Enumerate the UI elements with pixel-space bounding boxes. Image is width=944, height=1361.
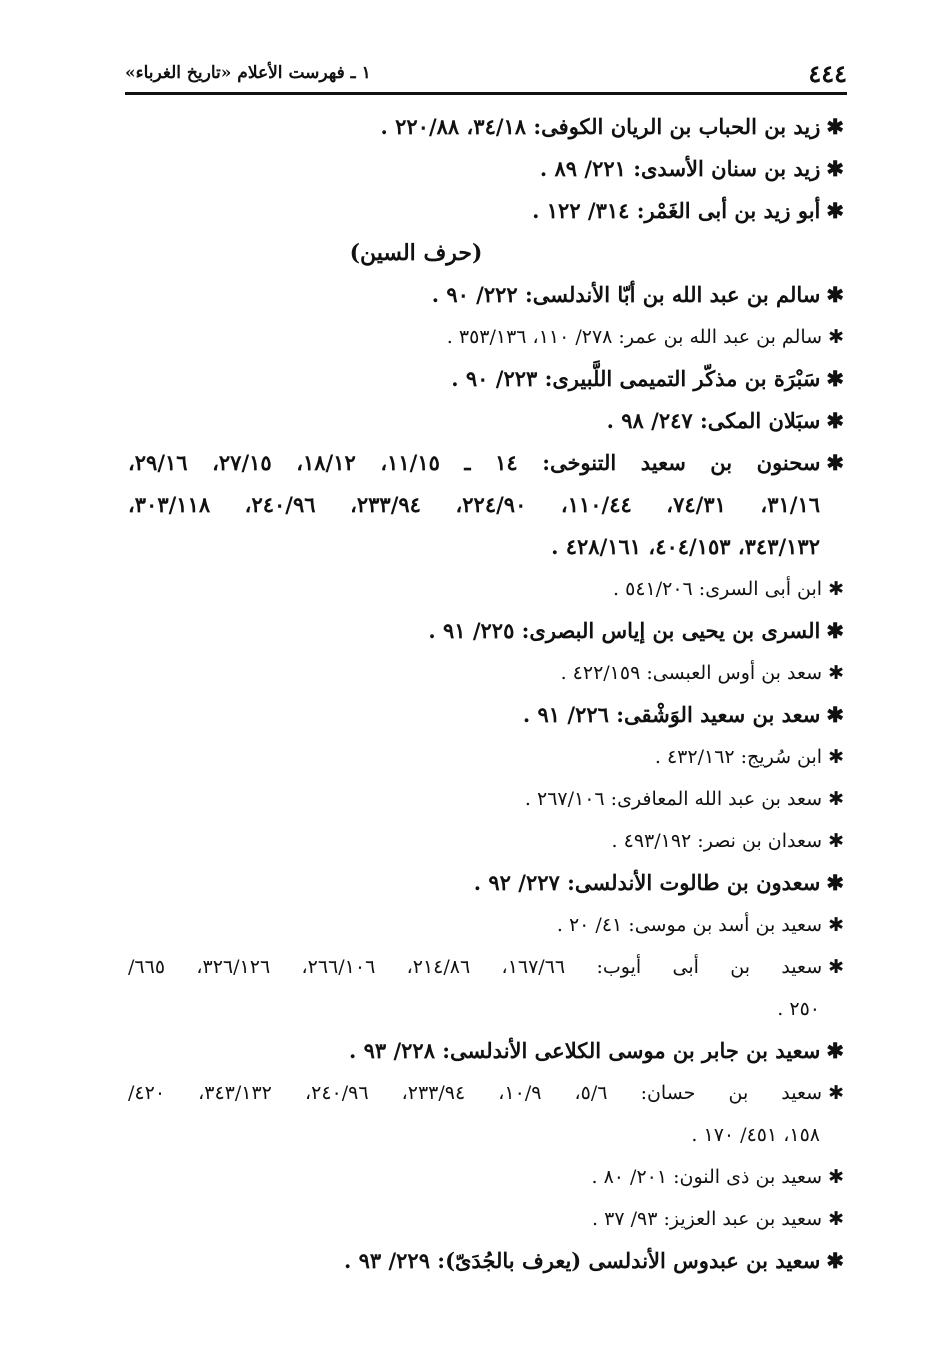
- section-heading: [128, 232, 844, 274]
- entry-text: سالم بن عبد الله بن أبّا الأندلسى: ٢٢٢/ ٩٠ .: [431, 282, 821, 307]
- asterisk-bullet-icon: ✱: [828, 1082, 845, 1104]
- asterisk-bullet-icon: ✱: [826, 702, 844, 727]
- index-entry: [128, 106, 844, 148]
- index-entry: [128, 274, 844, 316]
- entry-text: سعدون بن طالوت الأندلسى: ٢٢٧/ ٩٢ .: [473, 870, 821, 895]
- entry-text: سعيد بن ذى النون: ٢٠١/ ٨٠ .: [591, 1166, 823, 1188]
- entry-text: سعيد بن جابر بن موسى الكلاعى الأندلسى: ٢٢٨/ ٩٣ .: [348, 1038, 821, 1063]
- entry-text: سحنون بن سعيد التنوخى: ١٤ ـ ١١/١٥، ١٨/١٢، ٢٧/١٥، ٢٩/١٦،: [128, 450, 821, 475]
- index-entry: [128, 736, 844, 778]
- asterisk-bullet-icon: ✱: [826, 114, 844, 139]
- entry-text: سعيد بن عبد العزيز: ٩٣/ ٣٧ .: [592, 1208, 823, 1230]
- entry-text: ٣٤٣/١٣٢، ٤٠٤/١٥٣، ٤٢٨/١٦١ .: [551, 534, 820, 559]
- index-entry: [128, 946, 844, 988]
- asterisk-bullet-icon: ✱: [828, 326, 844, 348]
- index-entry: [128, 1240, 844, 1282]
- entry-continuation: [128, 484, 844, 526]
- page-header: [125, 58, 847, 95]
- index-entry: [128, 904, 844, 946]
- asterisk-bullet-icon: ✱: [828, 1166, 844, 1188]
- entry-text: سعيد بن أسد بن موسى: ٤١/ ٢٠ .: [556, 914, 823, 936]
- asterisk-bullet-icon: ✱: [828, 746, 844, 768]
- index-entry: [128, 1030, 844, 1072]
- index-entry: [128, 442, 844, 484]
- index-entry: [128, 820, 844, 862]
- index-entry: [128, 400, 844, 442]
- asterisk-bullet-icon: ✱: [828, 662, 844, 684]
- entry-text: زيد بن الحباب بن الريان الكوفى: ٣٤/١٨، ٢٢٠/٨٨ .: [380, 114, 821, 139]
- asterisk-bullet-icon: ✱: [826, 1038, 844, 1063]
- page-number: ٤٤٤: [808, 58, 847, 88]
- entry-text: ٢٥٠ .: [777, 998, 820, 1020]
- asterisk-bullet-icon: ✱: [826, 366, 844, 391]
- asterisk-bullet-icon: ✱: [826, 282, 844, 307]
- entry-continuation: [128, 988, 844, 1030]
- asterisk-bullet-icon: ✱: [826, 618, 844, 643]
- asterisk-bullet-icon: ✱: [828, 788, 844, 810]
- entry-text: ابن أبى السرى: ٥٤١/٢٠٦ .: [613, 578, 823, 600]
- asterisk-bullet-icon: ✱: [828, 1208, 844, 1230]
- asterisk-bullet-icon: ✱: [828, 914, 844, 936]
- index-entry: [128, 694, 844, 736]
- asterisk-bullet-icon: ✱: [826, 156, 844, 181]
- asterisk-bullet-icon: ✱: [826, 870, 844, 895]
- asterisk-bullet-icon: ✱: [828, 956, 845, 978]
- index-entry: [128, 1156, 844, 1198]
- running-title: ١ ـ فهرست الأعلام «تاريخ الغرباء»: [125, 63, 371, 83]
- index-entry: [128, 190, 844, 232]
- index-entry: [128, 358, 844, 400]
- index-entry: [128, 1198, 844, 1240]
- index-entry: [128, 316, 844, 358]
- entry-text: سعد بن عبد الله المعافرى: ٢٦٧/١٠٦ .: [524, 788, 823, 810]
- entry-text: سعد بن سعيد الوَشْقى: ٢٢٦/ ٩١ .: [522, 702, 821, 727]
- asterisk-bullet-icon: ✱: [828, 578, 844, 600]
- entry-text: سعيد بن عبدوس الأندلسى (يعرف بالجُدَىّ): ٢٢٩/ ٩٣ .: [343, 1248, 821, 1273]
- entry-text: سَبْرَة بن مذكّر التميمى اللَّبيرى: ٢٢٣/ ٩٠ .: [451, 366, 821, 391]
- entry-text: سعيد بن أبى أيوب: ١٦٧/٦٦، ٢١٤/٨٦، ٢٦٦/١٠٦، ٣٢٦/١٢٦، ٦٦٥/: [128, 956, 823, 978]
- asterisk-bullet-icon: ✱: [826, 198, 844, 223]
- entry-text: أبو زيد بن أبى الغَمْر: ٣١٤/ ١٢٢ .: [532, 198, 821, 223]
- asterisk-bullet-icon: ✱: [826, 1248, 844, 1273]
- index-entry: [128, 652, 844, 694]
- index-entry: [128, 148, 844, 190]
- entry-text: السرى بن يحيى بن إياس البصرى: ٢٢٥/ ٩١ .: [428, 618, 821, 643]
- index-entry: [128, 568, 844, 610]
- index-entries: [128, 106, 844, 1282]
- entry-text: سعد بن أوس العبسى: ٤٢٢/١٥٩ .: [560, 662, 823, 684]
- entry-continuation: [128, 526, 844, 568]
- asterisk-bullet-icon: ✱: [826, 408, 844, 433]
- entry-text: سبَلان المكى: ٢٤٧/ ٩٨ .: [606, 408, 821, 433]
- index-entry: [128, 778, 844, 820]
- index-entry: [128, 610, 844, 652]
- entry-text: سعدان بن نصر: ٤٩٣/١٩٢ .: [611, 830, 823, 852]
- entry-text: ابن سُريج: ٤٣٢/١٦٢ .: [654, 746, 823, 768]
- index-entry: [128, 862, 844, 904]
- entry-text: زيد بن سنان الأسدى: ٢٢١/ ٨٩ .: [539, 156, 821, 181]
- entry-text: سعيد بن حسان: ٥/٦، ١٠/٩، ٢٣٣/٩٤، ٢٤٠/٩٦، ٣٤٣/١٣٢، ٤٢٠/: [128, 1082, 823, 1104]
- entry-text: (حرف السين): [349, 240, 483, 266]
- entry-text: ٣١/١٦، ٧٤/٣١، ١١٠/٤٤، ٢٢٤/٩٠، ٢٣٣/٩٤، ٢٤٠/٩٦، ٣٠٣/١١٨،: [128, 492, 821, 517]
- entry-continuation: [128, 1114, 844, 1156]
- index-entry: [128, 1072, 844, 1114]
- asterisk-bullet-icon: ✱: [828, 830, 844, 852]
- entry-text: ١٥٨، ٤٥١/ ١٧٠ .: [691, 1124, 820, 1146]
- entry-text: سالم بن عبد الله بن عمر: ٢٧٨/ ١١٠، ٣٥٣/١٣٦ .: [446, 326, 823, 348]
- asterisk-bullet-icon: ✱: [826, 450, 845, 475]
